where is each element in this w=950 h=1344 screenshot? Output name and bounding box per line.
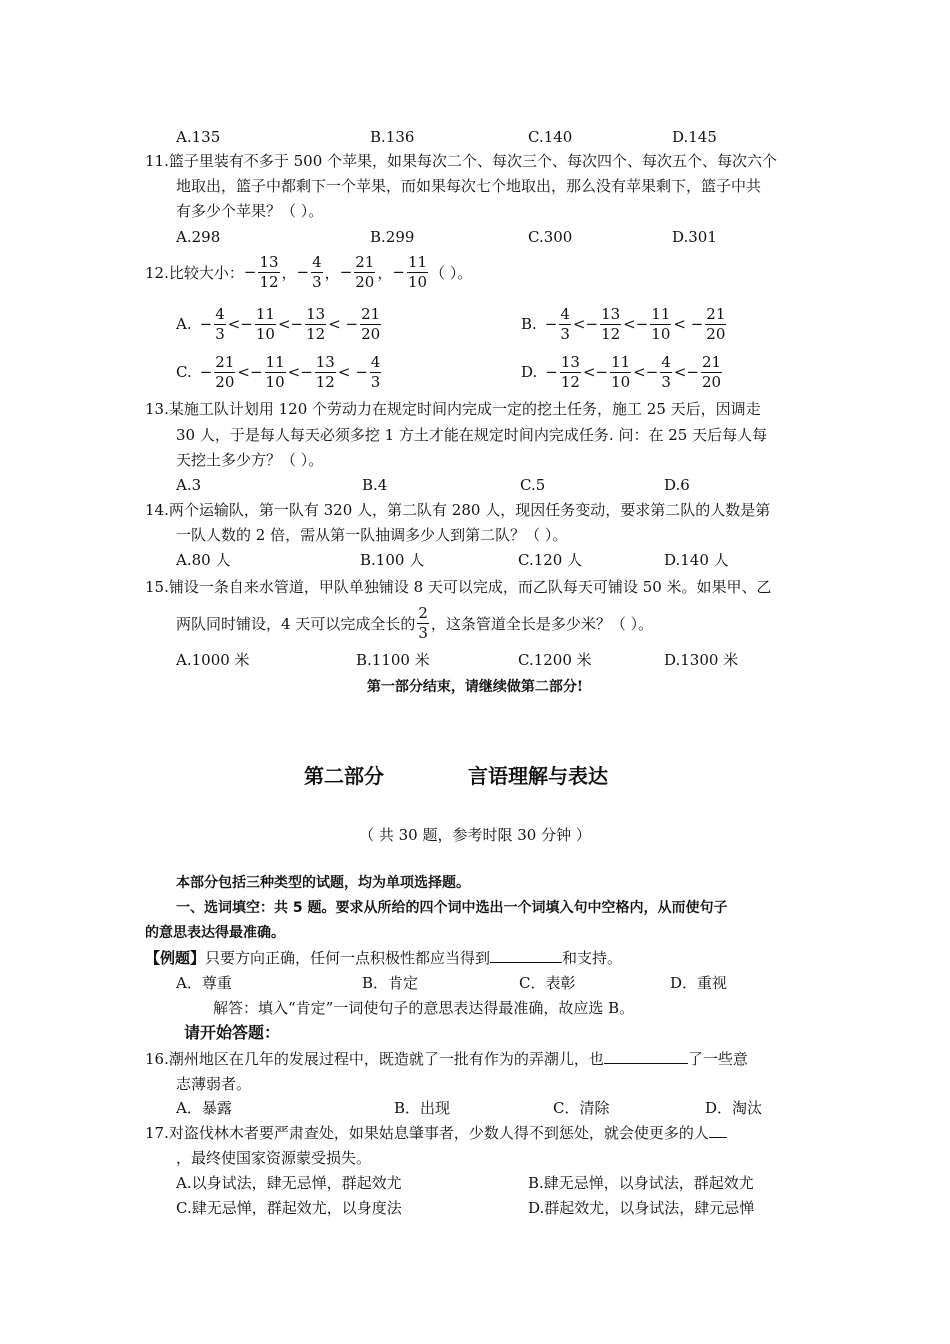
- q13-option-b: B.4: [362, 476, 388, 494]
- example-option-c: C．表彰: [519, 974, 576, 992]
- start-answering: 请开始答题：: [184, 1023, 281, 1042]
- q14-option-d: D.140 人: [664, 551, 729, 569]
- section1-instruction-a: 一、选词填空：共 5 题。要求从所给的四个词中选出一个词填入句中空格内，从而使句子: [176, 900, 728, 916]
- q17-line-1: 17.对盗伐林木者要严肃查处，如果姑息肇事者，少数人得不到惩处，就会使更多的人: [145, 1122, 727, 1144]
- q12-option-a: A. − $\frac{4}{3}$ <− $\frac{11}{10}$ <− $\frac{13}{12}$ < − $\frac{21}{20}$: [176, 304, 381, 343]
- q12-prefix: 12.比较大小：: [145, 263, 244, 282]
- part2-title-right: 言语理解与表达: [468, 764, 608, 788]
- q10-option-b: B.136: [370, 128, 415, 146]
- q13-option-a: A.3: [176, 476, 202, 494]
- q17-option-d: D.群起效尤，以身试法，肆元忌惮: [528, 1199, 755, 1217]
- q16-blank: [604, 1063, 688, 1064]
- q10-option-a: A.135: [176, 128, 221, 146]
- q12-option-d: D. − $\frac{13}{12}$ <− $\frac{11}{10}$ <− $\frac{4}{3}$ <− $\frac{21}{20}$: [521, 352, 722, 391]
- q10-option-d: D.145: [672, 128, 717, 146]
- q16-line-2: 志薄弱者。: [176, 1075, 252, 1093]
- example-option-a: A．尊重: [176, 974, 232, 992]
- part2-subtitle: （ 共 30 题，参考时限 30 分钟 ）: [359, 826, 591, 844]
- q15-option-b: B.1100 米: [356, 651, 430, 669]
- example-option-b: B．肯定: [362, 974, 419, 992]
- q14-line-1: 14.两个运输队，第一队有 320 人，第二队有 280 人，现因任务变动，要求第二队的人数是第: [145, 501, 771, 519]
- q15-option-d: D.1300 米: [664, 651, 739, 669]
- q10-option-c: C.140: [528, 128, 573, 146]
- q11-line-2: 地取出，篮子中都剩下一个苹果，而如果每次七个地取出，那么没有苹果剩下，篮子中共: [176, 177, 762, 195]
- q11-line-3: 有多少个苹果？（ ）。: [176, 202, 324, 220]
- q17-line-2: ，最终使国家资源蒙受损失。: [176, 1149, 372, 1167]
- q15-frac: $\frac{2}{3}$: [418, 603, 428, 642]
- q17-option-c: C.肆无忌惮，群起效尤，以身度法: [176, 1199, 402, 1217]
- q13-line-1: 13.某施工队计划用 120 个劳动力在规定时间内完成一定的挖土任务，施工 25 天后，因调走: [145, 400, 761, 418]
- q12-option-b: B. − $\frac{4}{3}$ <− $\frac{13}{12}$ <− $\frac{11}{10}$ < − $\frac{21}{20}$: [521, 304, 726, 343]
- example-tag: 【例题】: [145, 949, 206, 967]
- q12-option-c: C. − $\frac{21}{20}$ <− $\frac{11}{10}$ <− $\frac{13}{12}$ < − $\frac{4}{3}$: [176, 352, 381, 391]
- q12-frac-2: $\frac{4}{3}$: [312, 252, 322, 291]
- q14-option-a: A.80 人: [176, 551, 231, 569]
- q15-line-1: 15.铺设一条自来水管道，甲队单独铺设 8 天可以完成，而乙队每天可铺设 50 米。如果甲、乙: [145, 578, 772, 596]
- q16-option-b: B．出现: [394, 1099, 451, 1117]
- q17-option-b: B.肆无忌惮，以身试法，群起效尤: [528, 1174, 754, 1192]
- example-blank: [490, 962, 562, 963]
- part1-end-notice: 第一部分结束，请继续做第二部分!: [366, 679, 584, 695]
- q11-option-c: C.300: [528, 228, 573, 246]
- q15-line-2: 两队同时铺设，4 天可以完成全长的 $\frac{2}{3}$ ，这条管道全长是多少米？（ ）。: [176, 603, 654, 642]
- q11-line-1: 11.篮子里装有不多于 500 个苹果，如果每次二个、每次三个、每次四个、每次五个、每次六个: [145, 152, 778, 170]
- q12-stem: 12.比较大小： − $\frac{13}{12}$ ， − $\frac{4}{3}$ ， − $\frac{21}{20}$ ， − $\frac{11}{10}$ （ ）。: [145, 252, 473, 291]
- example-answer: 解答：填入“肯定”一词使句子的意思表达得最准确，故应选 B。: [213, 999, 635, 1017]
- part2-intro: 本部分包括三种类型的试题，均为单项选择题。: [176, 875, 470, 891]
- q12-suffix: （ ）。: [430, 263, 473, 282]
- section1-instruction-b: 的意思表达得最准确。: [145, 925, 285, 941]
- q13-option-d: D.6: [664, 476, 690, 494]
- q14-option-b: B.100 人: [360, 551, 425, 569]
- q11-option-d: D.301: [672, 228, 717, 246]
- q12-frac-1: $\frac{13}{12}$: [259, 252, 279, 291]
- q13-option-c: C.5: [520, 476, 546, 494]
- part2-title-left: 第二部分: [304, 764, 384, 788]
- q16-line-1: 16.潮州地区在几年的发展过程中，既造就了一批有作为的弄潮儿，也 了一些意: [145, 1050, 748, 1068]
- q16-option-d: D．淘汰: [705, 1099, 763, 1117]
- q11-option-a: A.298: [176, 228, 221, 246]
- q12-frac-4: $\frac{11}{10}$: [407, 252, 428, 291]
- q11-option-b: B.299: [370, 228, 415, 246]
- q15-option-c: C.1200 米: [518, 651, 592, 669]
- q17-option-a: A.以身试法，肆无忌惮，群起效尤: [176, 1174, 402, 1192]
- q16-option-a: A．暴露: [176, 1099, 232, 1117]
- q12-frac-3: $\frac{21}{20}$: [355, 252, 375, 291]
- example-question: 【例题】只要方向正确，任何一点积极性都应当得到 和支持。: [145, 949, 623, 967]
- example-option-d: D．重视: [670, 974, 728, 992]
- q15-option-a: A.1000 米: [176, 651, 250, 669]
- q17-blank: [709, 1137, 727, 1138]
- q13-line-3: 天挖土多少方？（ ）。: [176, 451, 324, 469]
- q14-line-2: 一队人数的 2 倍，需从第一队抽调多少人到第二队？（ ）。: [176, 526, 568, 544]
- q14-option-c: C.120 人: [518, 551, 583, 569]
- q13-line-2: 30 人，于是每人每天必须多挖 1 方土才能在规定时间内完成任务. 问：在 25 天后每人每: [176, 426, 768, 444]
- q16-option-c: C．清除: [553, 1099, 610, 1117]
